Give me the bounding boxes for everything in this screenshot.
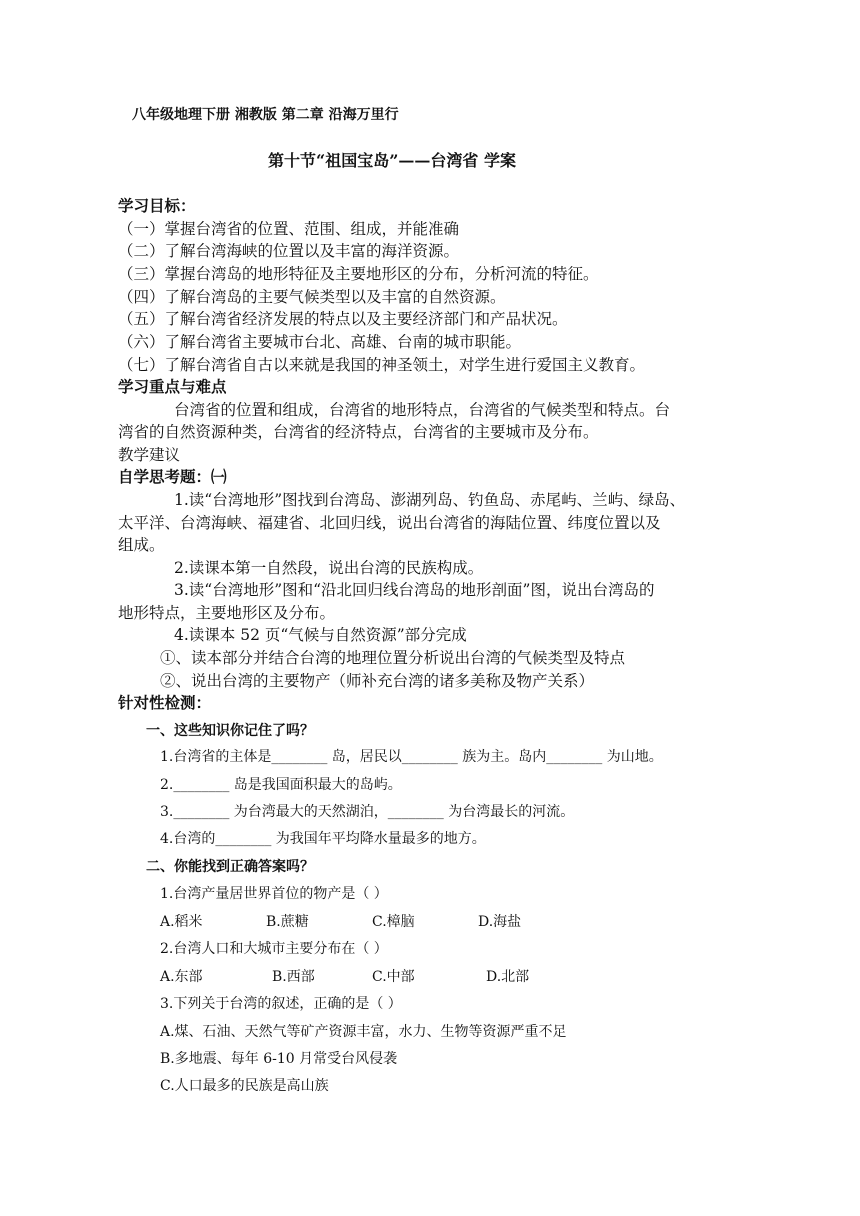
self-study-heading: 自学思考题：㈠ [118,467,227,486]
self-study-question: 1.读“台湾地形”图找到台湾岛、澎湖列岛、钓鱼岛、赤尾屿、兰屿、绿岛、 [174,491,686,509]
objective-item: （一）掌握台湾省的位置、范围、组成，并能准确 [118,220,460,238]
choice-question: 3.下列关于台湾的叙述，正确的是（ ） [160,996,402,1012]
teaching-suggestion: 教学建议 [118,446,181,464]
objective-item: （六）了解台湾省主要城市台北、高雄、台南的城市职能。 [118,333,522,351]
choice-question: 2.台湾人口和大城市主要分布在（ ） [160,941,388,957]
self-study-question: 2.读课本第一自然段，说出台湾的民族构成。 [174,559,484,577]
objective-item: （四）了解台湾岛的主要气候类型以及丰富的自然资源。 [118,288,506,306]
fill-blank-question: 2.________ 岛是我国面积最大的岛屿。 [160,777,402,793]
choice-question: 1.台湾产量居世界首位的物产是（ ） [160,886,388,902]
self-study-question: 组成。 [118,536,165,554]
objective-item: （三）掌握台湾岛的地形特征及主要地形区的分布，分析河流的特征。 [118,265,599,283]
part1-heading: 一、这些知识你记住了吗？ [146,723,314,739]
header-line: 八年级地理下册 湘教版 第二章 沿海万里行 [132,107,399,123]
choice-option: A.煤、石油、天然气等矿产资源丰富，水力、生物等资源严重不足 [160,1024,567,1040]
objective-item: （二）了解台湾海峡的位置以及丰富的海洋资源。 [118,242,460,260]
choice-option: B.多地震、每年 6-10 月常受台风侵袭 [160,1051,398,1067]
self-study-subitem: ①、读本部分并结合台湾的地理位置分析说出台湾的气候类型及特点 [160,649,626,667]
choice-option: D.北部 [486,969,530,985]
self-study-question: 3.读“台湾地形”图和“沿北回归线台湾岛的地形剖面”图，说出台湾岛的 [174,581,655,599]
fill-blank-question: 3.________ 为台湾最大的天然湖泊，________ 为台湾最长的河流。 [160,804,575,820]
self-study-question: 地形特点，主要地形区及分布。 [118,604,336,622]
choice-option: B.西部 [272,969,315,985]
key-points-text: 湾省的自然资源种类，台湾省的经济特点，台湾省的主要城市及分布。 [118,423,599,441]
part2-heading: 二、你能找到正确答案吗？ [146,859,314,875]
self-study-question: 4.读课本 52 页“气候与自然资源”部分完成 [174,626,467,644]
self-study-question: 太平洋、台湾海峡、福建省、北回归线，说出台湾省的海陆位置、纬度位置以及 [118,514,661,532]
choice-option: C.人口最多的民族是高山族 [160,1078,329,1094]
choice-option: A.稻米 [160,914,203,930]
objective-item: （五）了解台湾省经济发展的特点以及主要经济部门和产品状况。 [118,310,568,328]
choice-option: A.东部 [160,969,203,985]
choice-option: C.中部 [372,969,415,985]
fill-blank-question: 4.台湾的________ 为我国年平均降水量最多的地方。 [160,831,486,847]
key-points-text: 台湾省的位置和组成，台湾省的地形特点，台湾省的气候类型和特点。台 [174,401,671,419]
objectives-heading: 学习目标： [118,196,196,215]
self-study-subitem: ②、说出台湾的主要物产（师补充台湾的诸多美称及物产关系） [160,672,595,690]
fill-blank-question: 1.台湾省的主体是________ 岛，居民以________ 族为主。岛内________ 为山地。 [160,749,663,765]
test-heading: 针对性检测： [118,693,212,712]
choice-option: B.蔗糖 [266,914,309,930]
choice-option: D.海盐 [478,914,522,930]
choice-option: C.樟脑 [372,914,415,930]
key-points-heading: 学习重点与难点 [118,377,227,396]
page-title: 第十节“祖国宝岛”——台湾省 学案 [268,151,516,170]
objective-item: （七）了解台湾省自古以来就是我国的神圣领土，对学生进行爱国主义教育。 [118,356,646,374]
